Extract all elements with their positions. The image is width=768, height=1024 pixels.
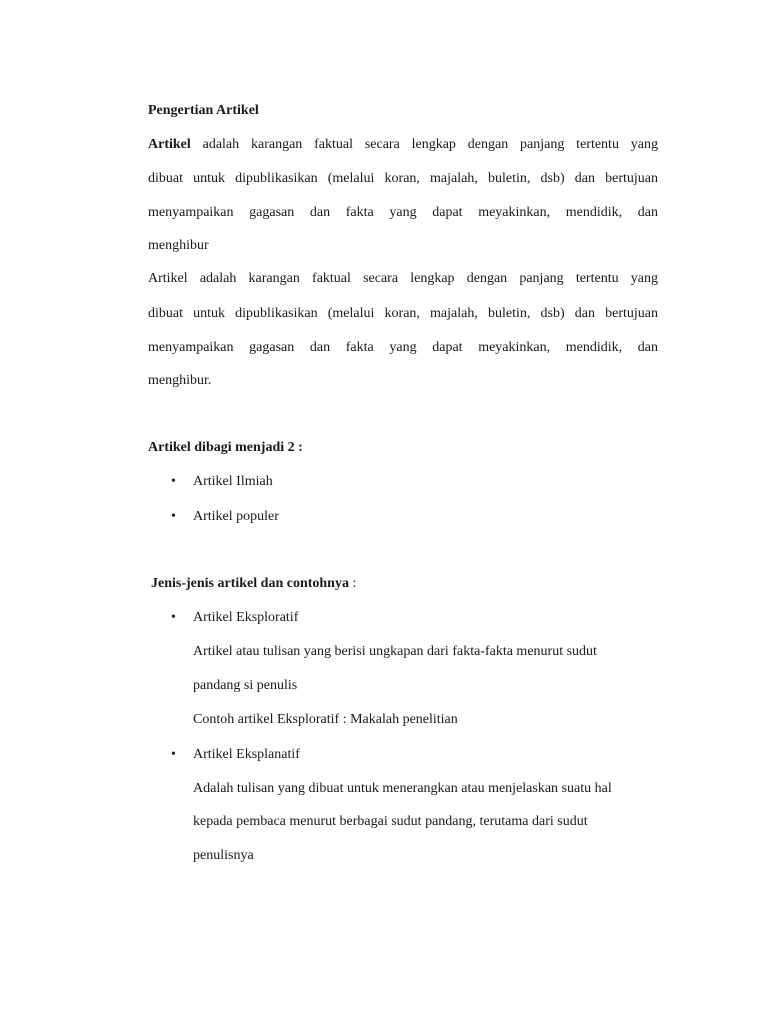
para1-line1 [148,136,658,154]
para1-line1-rest: adalah karangan faktual secara lengkap dengan panjang tertentu yang [202,137,658,152]
list-item-eksplanatif-title: Artikel Eksplanatif [193,747,300,762]
eksplanatif-desc-line3: penulisnya [193,848,254,863]
heading-pengertian-artikel: Pengertian Artikel [148,103,259,118]
para1-line3: menyampaikan gagasan dan fakta yang dapat meyakinkan, mendidik, dan [148,205,658,220]
para1-lead-bold: Artikel [148,137,191,152]
eksploratif-desc-line2: pandang si penulis [193,678,298,693]
para2-line4: menghibur. [148,373,212,388]
para1-line4: menghibur [148,238,209,253]
heading-jenis-suffix: : [348,576,357,591]
eksplanatif-desc-line2: kepada pembaca menurut berbagai sudut pandang, terutama dari sudut [193,814,588,829]
para2-line2: dibuat untuk dipublikasikan (melalui koran, majalah, buletin, dsb) dan bertujuan [148,306,658,321]
heading-artikel-dibagi: Artikel dibagi menjadi 2 : [148,440,303,455]
list-item-artikel-ilmiah: Artikel Ilmiah [193,474,273,489]
para2-line1: Artikel adalah karangan faktual secara lengkap dengan panjang tertentu yang [148,271,658,286]
para2-line3: menyampaikan gagasan dan fakta yang dapat meyakinkan, mendidik, dan [148,340,658,355]
eksploratif-desc-line1: Artikel atau tulisan yang berisi ungkapan dari fakta-fakta menurut sudut [193,644,597,659]
list-item-eksploratif-title: Artikel Eksploratif [193,610,299,625]
bullet-icon: • [171,610,176,625]
bullet-icon: • [171,509,176,524]
bullet-icon: • [171,474,176,489]
para1-line2: dibuat untuk dipublikasikan (melalui koran, majalah, buletin, dsb) dan bertujuan [148,171,658,186]
heading-jenis-bold: Jenis-jenis artikel dan contohnya [151,576,349,591]
list-item-artikel-populer: Artikel populer [193,509,279,524]
eksplanatif-desc-line1: Adalah tulisan yang dibuat untuk menerangkan atau menjelaskan suatu hal [193,781,612,796]
heading-jenis-artikel [151,575,661,593]
eksploratif-example: Contoh artikel Eksploratif : Makalah penelitian [193,712,458,727]
bullet-icon: • [171,747,176,762]
